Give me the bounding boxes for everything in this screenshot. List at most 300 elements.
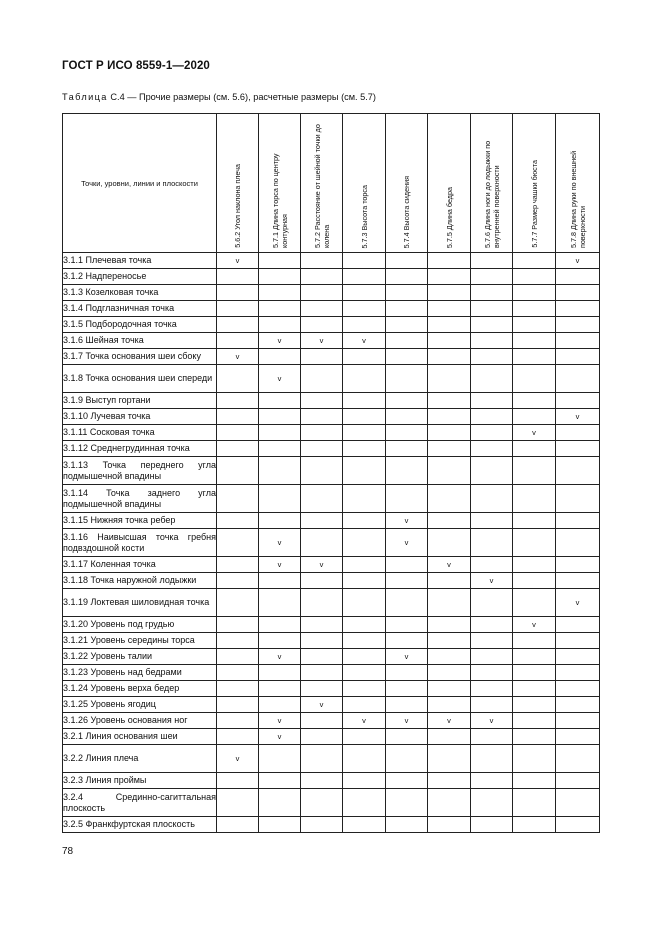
empty-cell (471, 285, 513, 301)
empty-cell (386, 301, 428, 317)
empty-cell (217, 681, 259, 697)
empty-cell (428, 789, 471, 817)
table-row (63, 633, 600, 649)
check-mark-cell: v (386, 529, 428, 557)
empty-cell (386, 573, 428, 589)
empty-cell (343, 301, 386, 317)
empty-cell (217, 589, 259, 617)
empty-cell (513, 457, 556, 485)
column-header (513, 114, 556, 253)
row-label: 3.1.4 Подглазничная точка (63, 301, 217, 317)
empty-cell (301, 301, 343, 317)
empty-cell (513, 317, 556, 333)
empty-cell (217, 697, 259, 713)
empty-cell (217, 617, 259, 633)
table-row (63, 253, 600, 269)
empty-cell (386, 457, 428, 485)
empty-cell (386, 557, 428, 573)
empty-cell (556, 729, 600, 745)
empty-cell (513, 589, 556, 617)
empty-cell (217, 441, 259, 457)
empty-cell (386, 633, 428, 649)
empty-cell (428, 573, 471, 589)
document-header: ГОСТ Р ИСО 8559-1—2020 (62, 60, 210, 72)
empty-cell (556, 333, 600, 349)
empty-cell (217, 817, 259, 833)
empty-cell (428, 681, 471, 697)
empty-cell (217, 649, 259, 665)
empty-cell (513, 513, 556, 529)
empty-cell (556, 485, 600, 513)
empty-cell (343, 557, 386, 573)
empty-cell (556, 269, 600, 285)
empty-cell (301, 349, 343, 365)
empty-cell (556, 557, 600, 573)
check-mark-cell: v (386, 713, 428, 729)
empty-cell (301, 745, 343, 773)
empty-cell (428, 729, 471, 745)
empty-cell (471, 365, 513, 393)
empty-cell (301, 681, 343, 697)
row-label: 3.1.19 Локтевая шиловидная точка (63, 589, 217, 617)
empty-cell (343, 617, 386, 633)
empty-cell (428, 393, 471, 409)
empty-cell (301, 393, 343, 409)
row-label: 3.2.1 Линия основания шеи (63, 729, 217, 745)
empty-cell (386, 745, 428, 773)
column-header (428, 114, 471, 253)
table-row (63, 317, 600, 333)
check-mark-cell: v (556, 409, 600, 425)
empty-cell (259, 573, 301, 589)
empty-cell (556, 697, 600, 713)
check-mark-cell: v (386, 649, 428, 665)
empty-cell (471, 529, 513, 557)
empty-cell (556, 665, 600, 681)
empty-cell (428, 317, 471, 333)
table-caption (62, 92, 376, 102)
empty-cell (513, 409, 556, 425)
empty-cell (217, 485, 259, 513)
empty-cell (217, 713, 259, 729)
empty-cell (217, 333, 259, 349)
table-row (63, 729, 600, 745)
empty-cell (471, 457, 513, 485)
table-row (63, 365, 600, 393)
empty-cell (343, 425, 386, 441)
empty-cell (301, 285, 343, 301)
caption-text: С.4 — Прочие размеры (см. 5.6), расчетные размеры (см. 5.7) (107, 92, 376, 102)
table-row (63, 269, 600, 285)
empty-cell (513, 573, 556, 589)
row-label: 3.1.15 Нижняя точка ребер (63, 513, 217, 529)
empty-cell (301, 317, 343, 333)
empty-cell (428, 633, 471, 649)
empty-cell (428, 817, 471, 833)
check-mark-cell: v (301, 333, 343, 349)
empty-cell (343, 393, 386, 409)
empty-cell (301, 457, 343, 485)
empty-cell (386, 425, 428, 441)
empty-cell (217, 301, 259, 317)
row-label: 3.2.5 Франкфуртская плоскость (63, 817, 217, 833)
empty-cell (217, 393, 259, 409)
empty-cell (301, 485, 343, 513)
empty-cell (556, 713, 600, 729)
row-label: 3.1.24 Уровень верха бедер (63, 681, 217, 697)
table-row (63, 817, 600, 833)
column-header-label: 5.7.4 Высота сидения (402, 175, 411, 248)
empty-cell (217, 789, 259, 817)
empty-cell (513, 817, 556, 833)
column-header (217, 114, 259, 253)
page-number: 78 (62, 846, 74, 857)
empty-cell (513, 649, 556, 665)
empty-cell (471, 729, 513, 745)
empty-cell (217, 457, 259, 485)
row-label: 3.2.4 Срединно-сагиттальная плоскость (63, 789, 217, 817)
empty-cell (556, 529, 600, 557)
table-row (63, 529, 600, 557)
check-mark-cell: v (556, 253, 600, 269)
row-label: 3.1.25 Уровень ягодиц (63, 697, 217, 713)
empty-cell (301, 649, 343, 665)
row-label: 3.1.1 Плечевая точка (63, 253, 217, 269)
row-label: 3.1.10 Лучевая точка (63, 409, 217, 425)
empty-cell (343, 409, 386, 425)
empty-cell (428, 333, 471, 349)
empty-cell (556, 617, 600, 633)
column-header (343, 114, 386, 253)
empty-cell (513, 269, 556, 285)
check-mark-cell: v (428, 557, 471, 573)
column-header-label: 5.7.8 Длина руки по внешней поверхности (568, 150, 587, 248)
table-row (63, 425, 600, 441)
empty-cell (386, 817, 428, 833)
empty-cell (428, 365, 471, 393)
check-mark-cell: v (259, 365, 301, 393)
empty-cell (471, 681, 513, 697)
row-label: 3.1.17 Коленная точка (63, 557, 217, 573)
empty-cell (386, 617, 428, 633)
empty-cell (471, 317, 513, 333)
empty-cell (556, 817, 600, 833)
empty-cell (301, 589, 343, 617)
column-header (301, 114, 343, 253)
empty-cell (428, 285, 471, 301)
empty-cell (217, 573, 259, 589)
check-mark-cell: v (217, 349, 259, 365)
empty-cell (259, 485, 301, 513)
empty-cell (217, 773, 259, 789)
check-mark-cell: v (556, 589, 600, 617)
row-label: 3.1.23 Уровень над бедрами (63, 665, 217, 681)
row-label: 3.1.6 Шейная точка (63, 333, 217, 349)
empty-cell (428, 301, 471, 317)
table-row (63, 441, 600, 457)
row-label: 3.2.3 Линия проймы (63, 773, 217, 789)
empty-cell (428, 441, 471, 457)
row-label: 3.1.26 Уровень основания ног (63, 713, 217, 729)
empty-cell (343, 269, 386, 285)
table-row (63, 773, 600, 789)
check-mark-cell: v (343, 713, 386, 729)
empty-cell (513, 349, 556, 365)
empty-cell (428, 745, 471, 773)
empty-cell (343, 729, 386, 745)
table-row (63, 617, 600, 633)
table-row (63, 513, 600, 529)
empty-cell (343, 697, 386, 713)
check-mark-cell: v (513, 617, 556, 633)
row-label: 3.1.5 Подбородочная точка (63, 317, 217, 333)
check-mark-cell: v (428, 713, 471, 729)
empty-cell (301, 713, 343, 729)
empty-cell (259, 513, 301, 529)
empty-cell (343, 365, 386, 393)
empty-cell (259, 817, 301, 833)
empty-cell (471, 557, 513, 573)
empty-cell (556, 745, 600, 773)
row-label: 3.1.11 Сосковая точка (63, 425, 217, 441)
column-header-label: 5.7.5 Длина бедра (444, 186, 454, 248)
row-label: 3.1.8 Точка основания шеи спереди (63, 365, 217, 393)
empty-cell (386, 285, 428, 301)
empty-cell (386, 665, 428, 681)
column-header-label: 5.7.1 Длина торса по центру контурная (270, 153, 289, 248)
empty-cell (217, 365, 259, 393)
empty-cell (556, 633, 600, 649)
empty-cell (471, 425, 513, 441)
empty-cell (386, 773, 428, 789)
empty-cell (428, 269, 471, 285)
row-label: 3.2.2 Линия плеча (63, 745, 217, 773)
row-label: 3.1.14 Точка заднего угла подмышечной впадины (63, 485, 217, 513)
row-label: 3.1.21 Уровень середины торса (63, 633, 217, 649)
empty-cell (513, 773, 556, 789)
row-header-cell: Точки, уровни, линии и плоскости (63, 114, 217, 253)
empty-cell (556, 681, 600, 697)
empty-cell (301, 269, 343, 285)
empty-cell (301, 729, 343, 745)
table-row (63, 349, 600, 365)
check-mark-cell: v (259, 729, 301, 745)
dimensions-table (62, 113, 600, 833)
caption-prefix: Таблица (62, 92, 108, 102)
empty-cell (428, 617, 471, 633)
empty-cell (386, 789, 428, 817)
empty-cell (556, 649, 600, 665)
check-mark-cell: v (217, 745, 259, 773)
empty-cell (428, 253, 471, 269)
empty-cell (301, 513, 343, 529)
empty-cell (471, 649, 513, 665)
row-label: 3.1.12 Среднегрудинная точка (63, 441, 217, 457)
empty-cell (217, 529, 259, 557)
table-row (63, 697, 600, 713)
check-mark-cell: v (301, 557, 343, 573)
check-mark-cell: v (259, 529, 301, 557)
empty-cell (259, 301, 301, 317)
empty-cell (259, 745, 301, 773)
empty-cell (471, 485, 513, 513)
table-row (63, 485, 600, 513)
row-label: 3.1.22 Уровень талии (63, 649, 217, 665)
table-row (63, 457, 600, 485)
table-row (63, 745, 600, 773)
empty-cell (513, 697, 556, 713)
table-row (63, 713, 600, 729)
empty-cell (386, 317, 428, 333)
empty-cell (343, 665, 386, 681)
empty-cell (386, 589, 428, 617)
empty-cell (471, 301, 513, 317)
row-label: 3.1.13 Точка переднего угла подмышечной впадины (63, 457, 217, 485)
empty-cell (471, 513, 513, 529)
column-header (556, 114, 600, 253)
empty-cell (556, 393, 600, 409)
check-mark-cell: v (259, 713, 301, 729)
empty-cell (343, 745, 386, 773)
table-row (63, 589, 600, 617)
empty-cell (343, 441, 386, 457)
empty-cell (217, 633, 259, 649)
empty-cell (513, 713, 556, 729)
empty-cell (556, 365, 600, 393)
empty-cell (259, 681, 301, 697)
check-mark-cell: v (301, 697, 343, 713)
empty-cell (343, 349, 386, 365)
empty-cell (386, 393, 428, 409)
row-label: 3.1.20 Уровень под грудью (63, 617, 217, 633)
empty-cell (513, 485, 556, 513)
empty-cell (513, 681, 556, 697)
empty-cell (556, 441, 600, 457)
empty-cell (428, 697, 471, 713)
empty-cell (471, 333, 513, 349)
check-mark-cell: v (259, 649, 301, 665)
empty-cell (301, 573, 343, 589)
empty-cell (428, 409, 471, 425)
empty-cell (471, 633, 513, 649)
empty-cell (428, 665, 471, 681)
empty-cell (259, 409, 301, 425)
table-body (63, 253, 600, 833)
empty-cell (513, 333, 556, 349)
table-row (63, 409, 600, 425)
empty-cell (343, 681, 386, 697)
empty-cell (301, 633, 343, 649)
empty-cell (343, 789, 386, 817)
column-header-label: 5.6.2 Угол наклона плеча (233, 164, 242, 248)
column-header-label: 5.7.2 Расстояние от шейной точки до колена (312, 124, 331, 248)
empty-cell (471, 409, 513, 425)
empty-cell (513, 789, 556, 817)
empty-cell (513, 729, 556, 745)
empty-cell (301, 425, 343, 441)
empty-cell (386, 697, 428, 713)
empty-cell (343, 573, 386, 589)
empty-cell (301, 617, 343, 633)
empty-cell (428, 529, 471, 557)
empty-cell (259, 457, 301, 485)
empty-cell (301, 773, 343, 789)
empty-cell (513, 365, 556, 393)
empty-cell (386, 253, 428, 269)
empty-cell (471, 393, 513, 409)
table-row (63, 789, 600, 817)
empty-cell (386, 409, 428, 425)
column-header (471, 114, 513, 253)
empty-cell (428, 485, 471, 513)
row-label: 3.1.7 Точка основания шеи сбоку (63, 349, 217, 365)
check-mark-cell: v (471, 573, 513, 589)
empty-cell (386, 485, 428, 513)
empty-cell (343, 485, 386, 513)
empty-cell (513, 557, 556, 573)
empty-cell (513, 301, 556, 317)
empty-cell (471, 617, 513, 633)
empty-cell (386, 441, 428, 457)
empty-cell (343, 317, 386, 333)
empty-cell (556, 317, 600, 333)
empty-cell (259, 589, 301, 617)
empty-cell (428, 649, 471, 665)
row-label: 3.1.3 Козелковая точка (63, 285, 217, 301)
column-header-label: 5.7.6 Длина ноги до лодыжки по внутренней поверхности (482, 140, 501, 248)
empty-cell (386, 269, 428, 285)
empty-cell (556, 789, 600, 817)
empty-cell (471, 441, 513, 457)
empty-cell (217, 513, 259, 529)
table-row (63, 649, 600, 665)
empty-cell (259, 773, 301, 789)
empty-cell (513, 285, 556, 301)
empty-cell (428, 457, 471, 485)
table-row (63, 573, 600, 589)
empty-cell (556, 349, 600, 365)
column-header-label: 5.7.3 Высота торса (359, 184, 369, 248)
table-row (63, 285, 600, 301)
empty-cell (259, 285, 301, 301)
empty-cell (259, 665, 301, 681)
empty-cell (556, 285, 600, 301)
empty-cell (471, 349, 513, 365)
check-mark-cell: v (259, 333, 301, 349)
row-label: 3.1.16 Наивысшая точка гребня подвздошной кости (63, 529, 217, 557)
empty-cell (259, 697, 301, 713)
empty-cell (259, 441, 301, 457)
column-header-label: 5.7.7 Размер чашки бюста (529, 160, 539, 248)
table-header-row (63, 114, 600, 253)
table-row (63, 301, 600, 317)
row-label: 3.1.18 Точка наружной лодыжки (63, 573, 217, 589)
empty-cell (217, 665, 259, 681)
empty-cell (471, 789, 513, 817)
empty-cell (259, 253, 301, 269)
empty-cell (259, 789, 301, 817)
empty-cell (386, 681, 428, 697)
empty-cell (259, 633, 301, 649)
check-mark-cell: v (259, 557, 301, 573)
empty-cell (301, 817, 343, 833)
row-label: 3.1.9 Выступ гортани (63, 393, 217, 409)
column-header (259, 114, 301, 253)
empty-cell (343, 529, 386, 557)
table-row (63, 665, 600, 681)
empty-cell (217, 729, 259, 745)
empty-cell (217, 557, 259, 573)
